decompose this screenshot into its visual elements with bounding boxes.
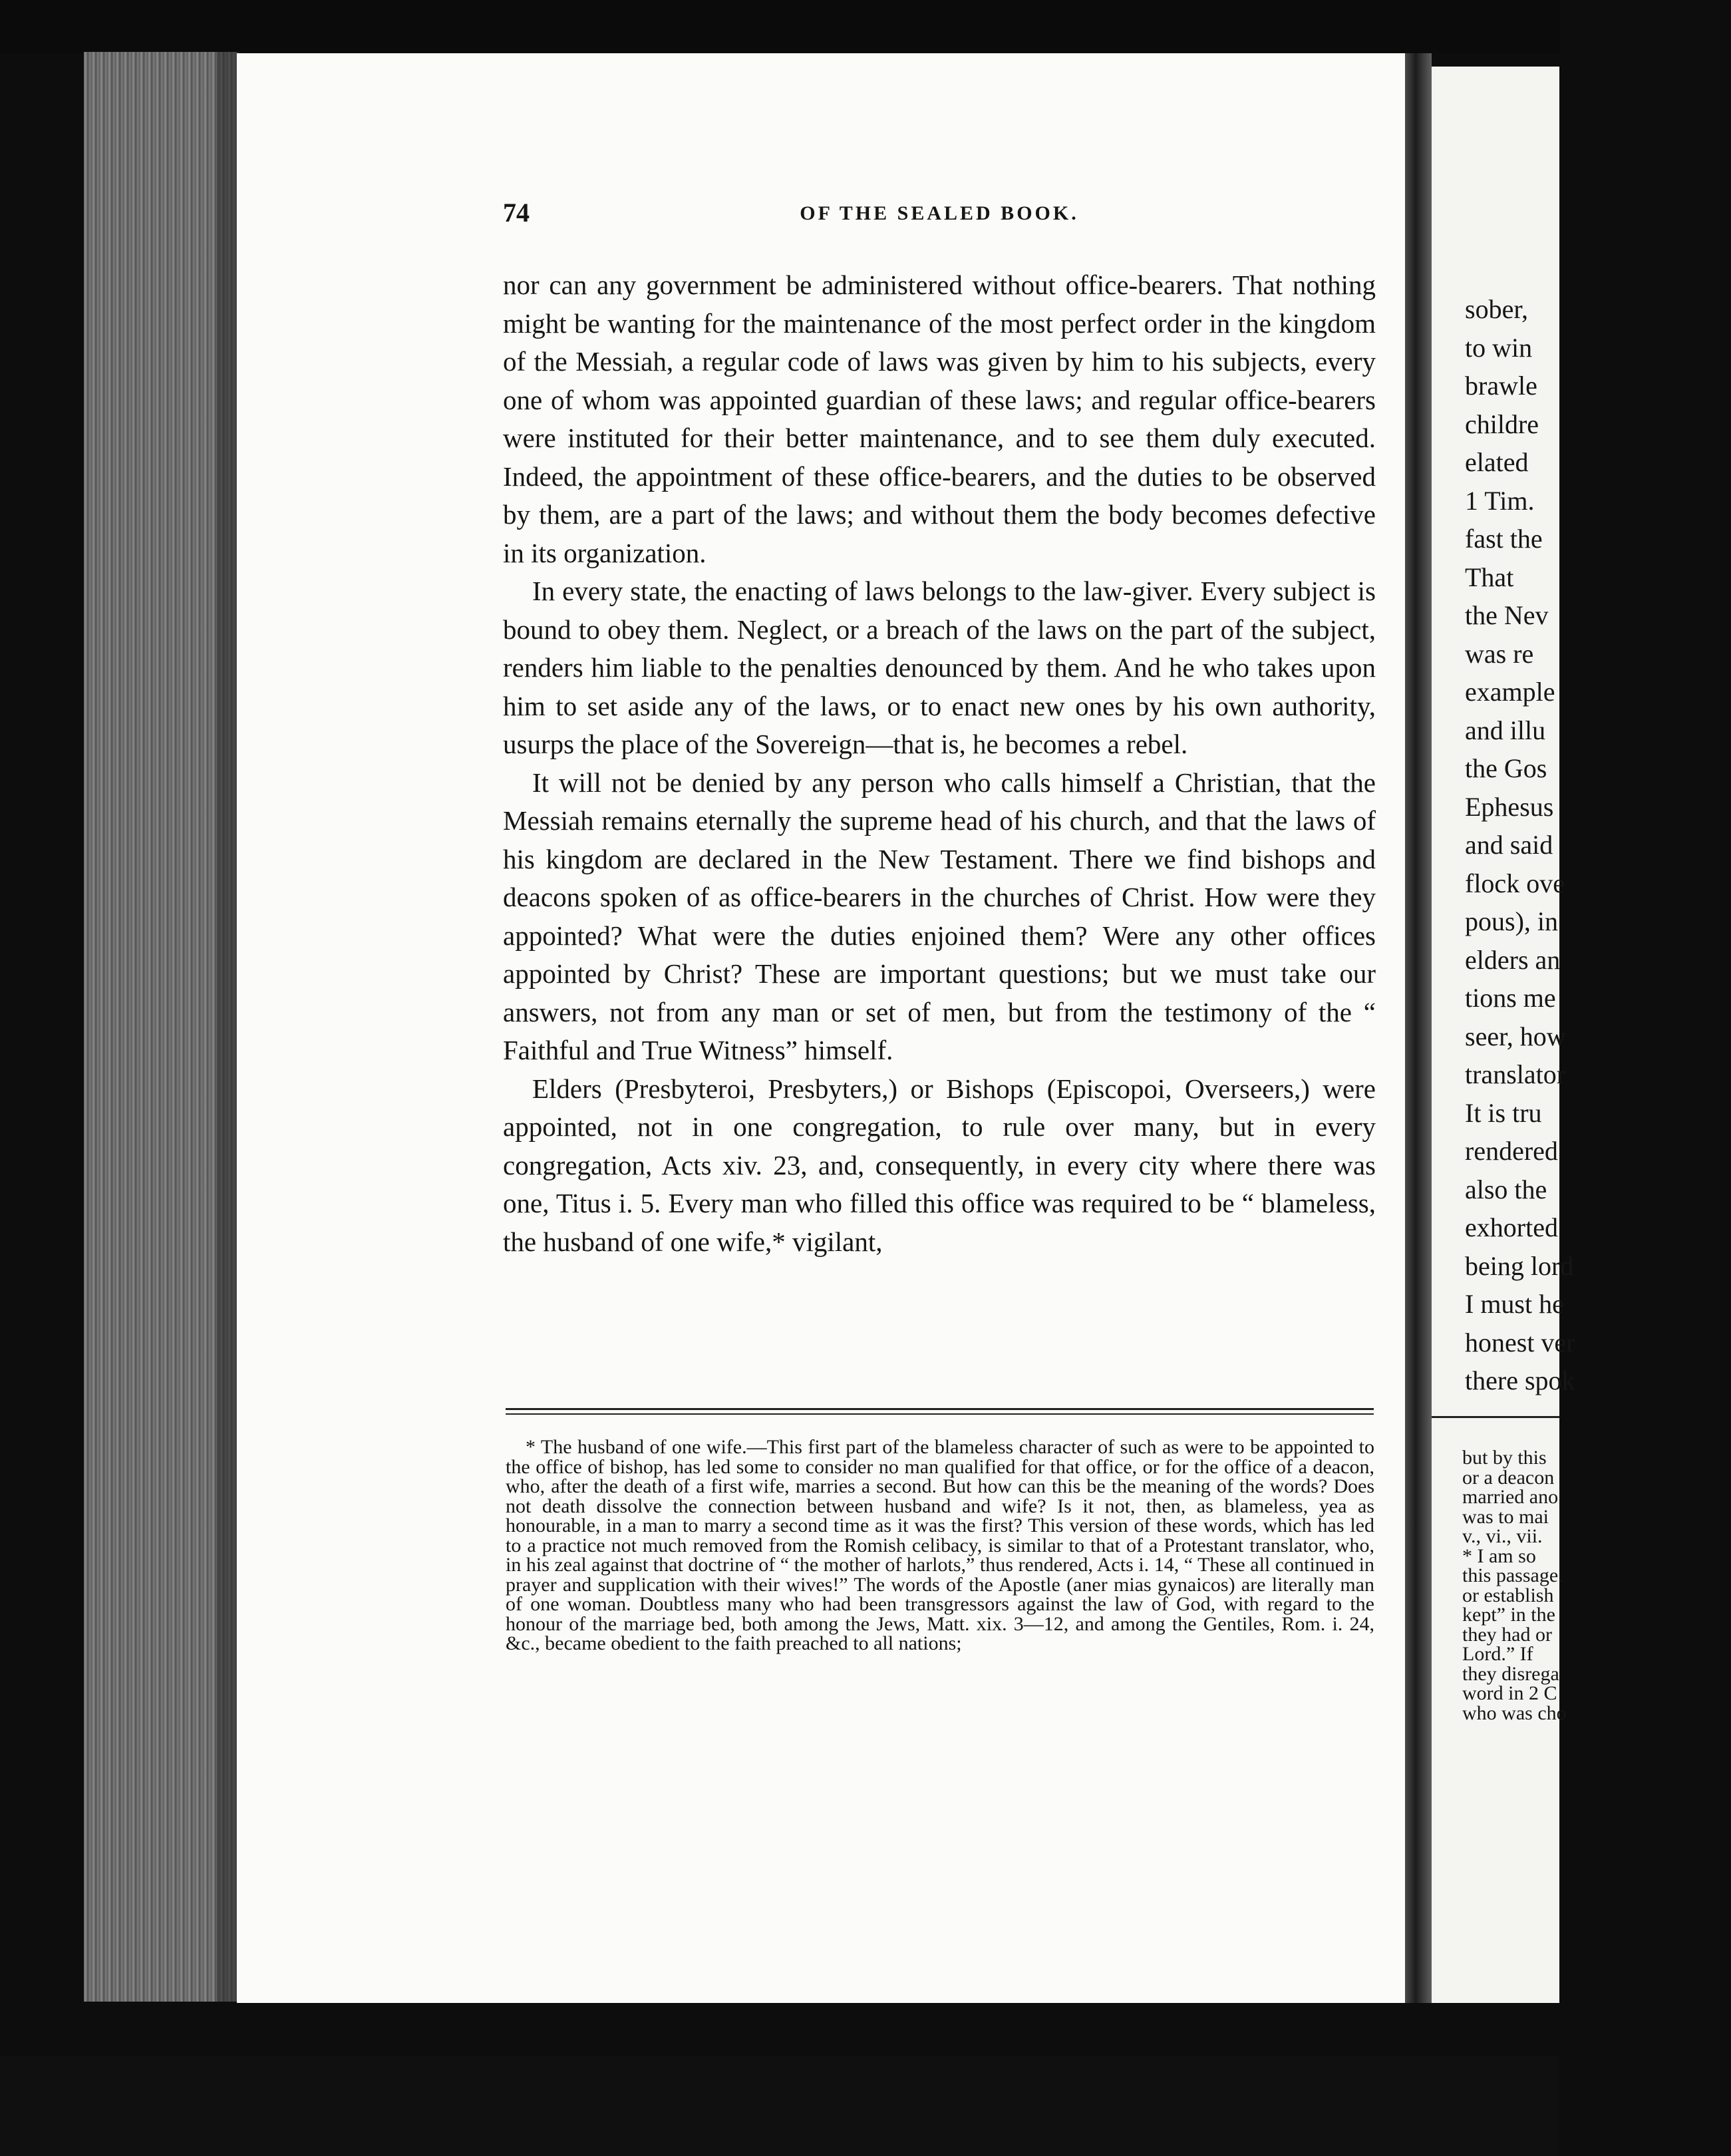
footnote-rule bbox=[506, 1408, 1374, 1410]
paragraph: Elders (Presbyteroi, Presbyters,) or Bishops (Episcopoi, Overseers,) were appointed, not in one congregation, to rule over many, but in every congregation, Acts xiv. 23, and, consequently, in every city where there was one, Titus i. 5. Every man who filled this office was required to be “ blameless, the husband of one wife,* vigilant, bbox=[503, 1073, 1376, 1257]
right-footnote-line: who was cho bbox=[1462, 1702, 1567, 1724]
right-line: honest ver bbox=[1465, 1327, 1575, 1357]
right-line: and illu bbox=[1465, 715, 1546, 745]
right-footnote-rule bbox=[1432, 1416, 1559, 1418]
scan-border-top bbox=[0, 0, 1559, 53]
right-line: tions me bbox=[1465, 983, 1556, 1013]
right-footnote-line: married ano bbox=[1462, 1486, 1559, 1508]
right-footnote-line: v., vi., vii. bbox=[1462, 1525, 1543, 1547]
right-line: and said bbox=[1465, 830, 1553, 860]
right-footnote-line: word in 2 C bbox=[1462, 1682, 1557, 1704]
right-footnote-line: but by this bbox=[1462, 1447, 1547, 1469]
right-line: pous), in bbox=[1465, 906, 1558, 936]
right-line: I must he bbox=[1465, 1289, 1564, 1319]
right-line: being lord bbox=[1465, 1250, 1574, 1281]
right-page-footnote bbox=[1462, 1448, 1728, 1723]
right-line: to win bbox=[1465, 332, 1533, 363]
right-line: translator bbox=[1465, 1059, 1566, 1089]
body-text bbox=[503, 266, 1376, 1261]
right-footnote-line: or a deacon bbox=[1462, 1466, 1555, 1489]
right-footnote-line: this passage. bbox=[1462, 1564, 1563, 1586]
right-line: 1 Tim. bbox=[1465, 485, 1535, 516]
right-line: sober, bbox=[1465, 294, 1529, 324]
right-line: flock ove bbox=[1465, 868, 1565, 898]
right-line: That bbox=[1465, 562, 1514, 592]
right-line: fast the bbox=[1465, 524, 1543, 554]
right-line: brawle bbox=[1465, 371, 1537, 401]
right-line: there spok bbox=[1465, 1365, 1575, 1395]
right-footnote-line: kept” in the bbox=[1462, 1604, 1555, 1626]
right-page-body bbox=[1465, 290, 1731, 1400]
book-page-edges bbox=[84, 52, 237, 2002]
right-footnote-line: they had or bbox=[1462, 1623, 1552, 1646]
footnote-text: * The husband of one wife.—This first part of the blameless character of such as were to be appointed to the office of bishop, has led some to consider no man qualified for that office, or for the office of a deacon, who, after the death of a first wife, marries a second. But how can this be the meaning of the words? Does not death dissolve the connection between husband and wife? Is it not, then, as blameless, yea as honourable, in a man to marry a second time as it was the first? This version of these words, which has led to a practice not much removed from the Romish celibacy, is similar to that of a Protestant translator, who, in his zeal against that doctrine of “ the mother of harlots,” thus rendered, Acts i. 14, “ These all continued in prayer and supplication with their wives!” The words of the Apostle (aner mias gynaicos) are literally man of one woman. Doubtless many who had been transgressors against the law of God, with regard to the honour of the marriage bed, both among the Jews, Matt. xix. 3—12, and among the Gentiles, Rom. i. 24, &c., became obedient to the faith preached to all nations; bbox=[506, 1436, 1374, 1654]
right-line: childre bbox=[1465, 409, 1539, 439]
page-edge-shadow bbox=[217, 52, 239, 2002]
right-line: It is tru bbox=[1465, 1097, 1542, 1128]
right-footnote-line: they disrega bbox=[1462, 1662, 1559, 1685]
paragraph: nor can any government be administered without office-bearers. That nothing might be wanting for the maintenance of the most perfect order in the kingdom of the Messiah, a regular code of laws was given by him to his subjects, every one of whom was appointed guardian of these laws; and regular office-bearers were instituted for their better maintenance, and to see them duly executed. Indeed, the appointment of these office-bearers, and the duties to be observed by them, are a part of the laws; and without them the body becomes defective in its organization. bbox=[503, 270, 1376, 568]
right-footnote-line: Lord.” If bbox=[1462, 1643, 1533, 1665]
right-footnote-line: was to mai bbox=[1462, 1505, 1549, 1528]
right-line: seer, how bbox=[1465, 1021, 1566, 1051]
right-line: example bbox=[1465, 677, 1555, 707]
right-line: elders an bbox=[1465, 944, 1561, 975]
paragraph: In every state, the enacting of laws belongs to the law-giver. Every subject is bound to obey them. Neglect, or a breach of the laws on the part of the subject, renders him liable to the penalties denounced by them. And he who takes upon him to set aside any of the laws, or to enact new ones by his own authority, usurps the place of the Sovereign—that is, he becomes a rebel. bbox=[503, 576, 1376, 759]
right-line: Ephesus bbox=[1465, 791, 1554, 822]
right-page bbox=[1432, 67, 1575, 2003]
right-line: exhorted bbox=[1465, 1212, 1558, 1242]
page-header bbox=[503, 197, 1376, 230]
right-line: elated bbox=[1465, 447, 1529, 477]
right-line: the Gos bbox=[1465, 753, 1547, 783]
right-footnote-line: * I am so bbox=[1462, 1544, 1536, 1567]
right-line: rendered bbox=[1465, 1136, 1558, 1166]
footnote-rule-thin bbox=[506, 1413, 1374, 1415]
paragraph: It will not be denied by any person who calls himself a Christian, that the Messiah remains eternally the supreme head of his church, and that the laws of his kingdom are declared in the New Testament. There we find bishops and deacons spoken of as office-bearers in the churches of Christ. How were they appointed? What were the duties enjoined them? Were any other offices appointed by Christ? These are important questions; but we must take our answers, not from any man or set of men, but from the testimony of the “ Faithful and True Witness” himself. bbox=[503, 767, 1376, 1065]
right-footnote-line: or establish bbox=[1462, 1584, 1554, 1606]
right-line: the Nev bbox=[1465, 600, 1549, 630]
right-line: was re bbox=[1465, 638, 1534, 669]
right-line: also the bbox=[1465, 1174, 1547, 1204]
running-title: OF THE SEALED BOOK. bbox=[800, 202, 1079, 224]
footnote bbox=[506, 1437, 1374, 1654]
page-number: 74 bbox=[503, 198, 530, 228]
book-gutter bbox=[1405, 53, 1432, 2003]
scan-border-bottom bbox=[0, 2056, 1559, 2156]
